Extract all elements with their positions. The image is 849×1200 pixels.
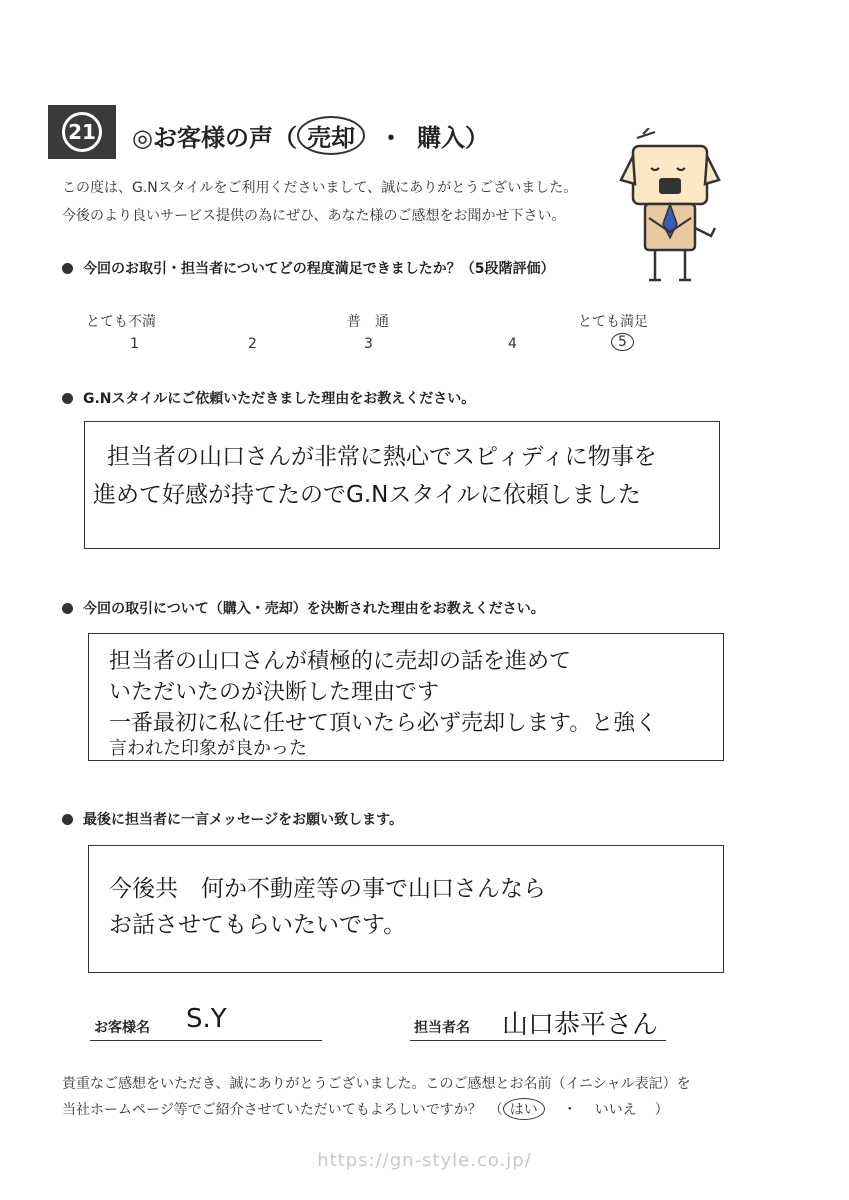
answer-box-reason-request[interactable] (84, 421, 720, 549)
scale-option-1[interactable]: 1 (130, 336, 139, 352)
logo-text: 21 (68, 120, 96, 144)
scale-option-2[interactable]: 2 (248, 336, 257, 352)
intro-line-1: この度は、G.Nスタイルをご利用くださいまして、誠にありがとうございました。 (62, 180, 578, 196)
scale-option-3[interactable]: 3 (364, 336, 373, 352)
answer-line: 担当者の山口さんが積極的に売却の話を進めて (109, 649, 572, 674)
consent-yes-selected[interactable]: はい (503, 1098, 545, 1120)
century21-logo (48, 105, 116, 159)
answer-line: 進めて好感が持てたのでG.Nスタイルに依頼しました (93, 482, 641, 508)
answer-line: 担当者の山口さんが非常に熱心でスピィディに物事を (107, 444, 657, 470)
question-satisfaction: 今回のお取引・担当者についてどの程度満足できましたか？（5段階評価） (62, 258, 554, 278)
answer-line: いただいたのが決断した理由です (109, 680, 440, 705)
customer-name-value[interactable]: S.Y (186, 1004, 227, 1034)
consent-line-1: 貴重なご感想をいただき、誠にありがとうございました。このご感想とお名前（イニシャル表記）を (62, 1076, 691, 1092)
consent-no[interactable]: いいえ (594, 1102, 637, 1118)
scale-option-4[interactable]: 4 (508, 336, 517, 352)
staff-name-underline (410, 1040, 666, 1041)
option-sell-circled: 売却 (297, 116, 365, 155)
scale-label-mid: 普 通 (347, 314, 389, 330)
answer-line: 言われた印象が良かった (109, 738, 307, 759)
answer-line: 今後共 何か不動産等の事で山口さんなら (109, 876, 546, 902)
website-watermark: https://gn-style.co.jp/ (317, 1150, 532, 1171)
answer-line: お話させてもらいたいです。 (109, 912, 407, 938)
answer-box-message[interactable] (88, 845, 724, 973)
dog-mascot-icon (615, 128, 725, 288)
question-message: 最後に担当者に一言メッセージをお願い致します。 (62, 809, 403, 829)
staff-name-value[interactable]: 山口恭平さん (502, 1010, 659, 1040)
scale-label-low: とても不満 (86, 314, 156, 330)
customer-name-underline (90, 1040, 322, 1041)
intro-line-2: 今後のより良いサービス提供の為にぜひ、あなた様のご感想をお聞かせ下さい。 (62, 208, 566, 224)
staff-name-label: 担当者名 (414, 1020, 470, 1036)
customer-name-label: お客様名 (94, 1020, 150, 1036)
scale-label-high: とても満足 (578, 314, 648, 330)
consent-line-2: 当社ホームページ等でご紹介させていただいてもよろしいですか？ （ はい ・ いいえ ） (62, 1098, 669, 1120)
question-reason-decision: 今回の取引について（購入・売却）を決断された理由をお教えください。 (62, 598, 545, 618)
answer-box-reason-decision[interactable] (88, 633, 724, 761)
answer-line: 一番最初に私に任せて頂いたら必ず売却します。と強く (109, 711, 658, 736)
question-reason-request: G.Nスタイルにご依頼いただきました理由をお教えください。 (62, 388, 475, 408)
scale-option-5-selected[interactable]: 5 (611, 333, 634, 351)
option-buy: 購入 (416, 124, 465, 152)
page-title: ◎お客様の声（ 売却 ・ 購入） (132, 116, 489, 155)
